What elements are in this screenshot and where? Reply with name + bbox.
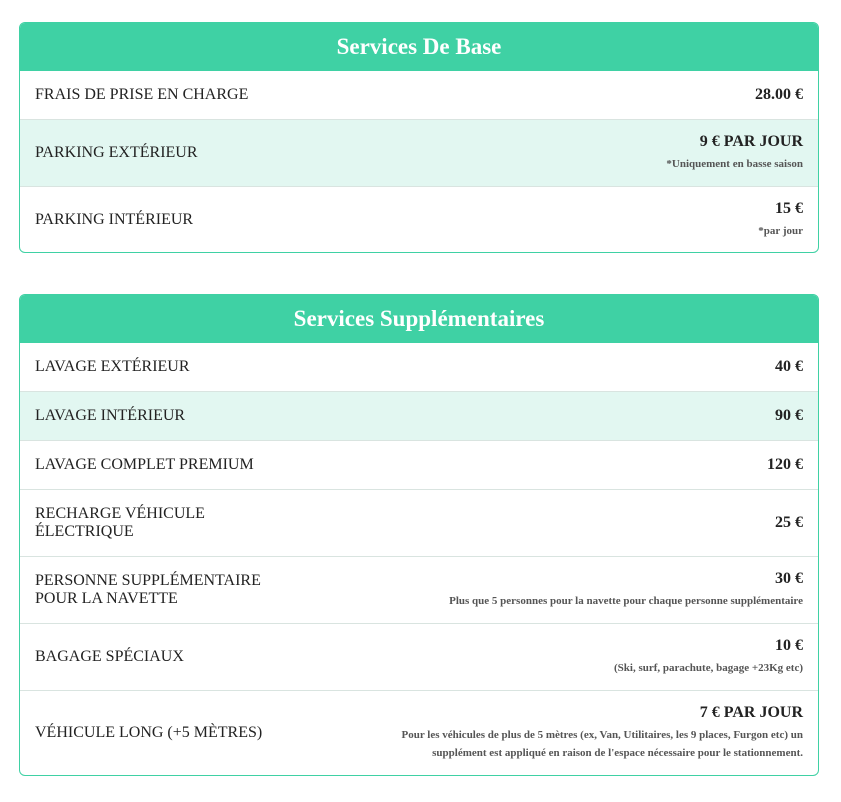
service-row	[20, 186, 818, 252]
service-row	[20, 489, 818, 556]
service-note: *Uniquement en basse saison	[666, 158, 803, 170]
service-label: LAVAGE EXTÉRIEUR	[35, 358, 190, 375]
service-note: *par jour	[758, 224, 803, 237]
service-note: (Ski, surf, parachute, bagage +23Kg etc)	[614, 662, 803, 674]
service-label: FRAIS DE PRISE EN CHARGE	[35, 86, 249, 103]
service-row	[20, 623, 818, 690]
service-price: 30 €	[775, 570, 803, 587]
service-label: PERSONNE SUPPLÉMENTAIRE POUR LA NAVETTE	[35, 572, 261, 607]
service-price: 40 €	[775, 358, 803, 375]
base-services-card	[19, 22, 819, 253]
service-price: 7 € PAR JOUR	[699, 704, 803, 721]
service-row	[20, 119, 818, 186]
service-label: LAVAGE COMPLET PREMIUM	[35, 456, 254, 473]
service-note: Plus que 5 personnes pour la navette pour chaque personne supplémentaire	[449, 595, 803, 607]
service-label: VÉHICULE LONG (+5 MÈTRES)	[35, 724, 263, 741]
extra-services-title: Services Supplémentaires	[20, 295, 818, 343]
service-label: PARKING INTÉRIEUR	[35, 210, 194, 228]
base-services-title: Services De Base	[20, 23, 818, 71]
service-price: 9 € PAR JOUR	[699, 133, 803, 150]
service-price: 25 €	[775, 514, 803, 531]
service-row	[20, 343, 818, 391]
extra-services-card	[19, 294, 819, 776]
service-price: 120 €	[767, 456, 803, 473]
service-row	[20, 556, 818, 623]
service-row	[20, 690, 818, 775]
service-row	[20, 391, 818, 440]
service-label: PARKING EXTÉRIEUR	[35, 144, 198, 161]
service-label: RECHARGE VÉHICULE ÉLECTRIQUE	[35, 505, 205, 540]
service-price: 10 €	[775, 637, 803, 654]
service-price: 90 €	[775, 407, 803, 424]
service-label: LAVAGE INTÉRIEUR	[35, 407, 186, 424]
service-price: 15 €	[775, 199, 803, 217]
service-row	[20, 440, 818, 489]
service-row	[20, 71, 818, 119]
service-note: Pour les véhicules de plus de 5 mètres (ex, Van, Utilitaires, les 9 places, Furgon etc) un supplément est appliqué en raison de l'espace nécessaire pour le stationnement.	[401, 729, 803, 759]
service-price: 28.00 €	[755, 86, 803, 103]
service-label: BAGAGE SPÉCIAUX	[35, 648, 184, 665]
